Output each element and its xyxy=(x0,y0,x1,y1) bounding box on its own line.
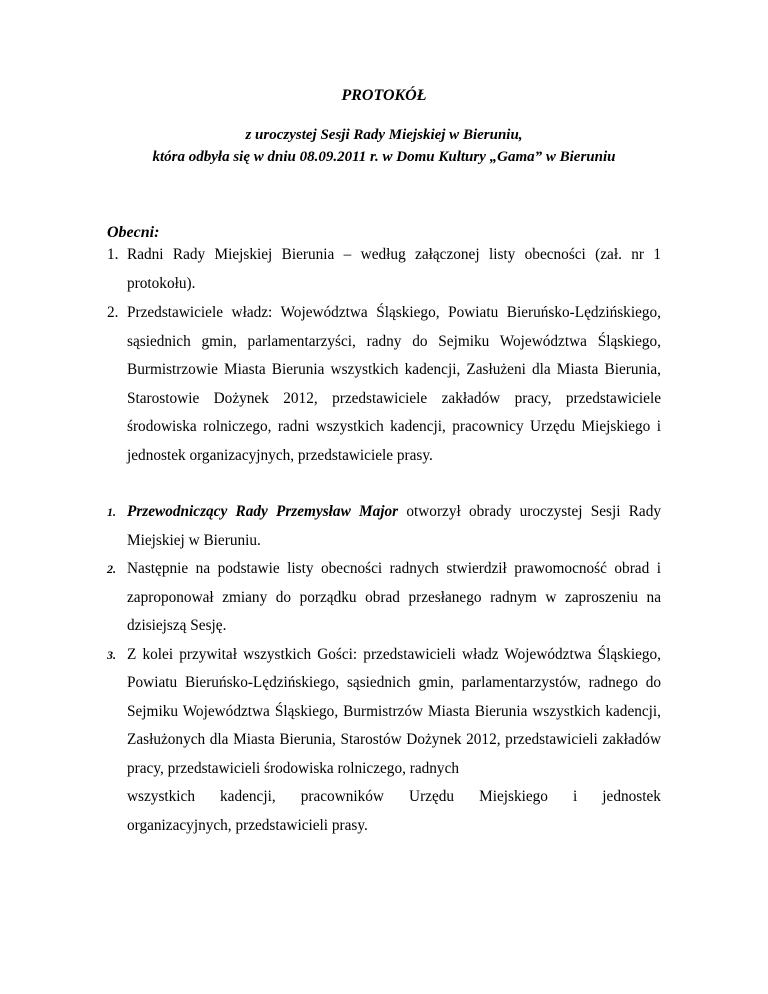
word: kadencji, xyxy=(220,788,276,805)
item-text-continued: przedstawiciele środowiska rolniczego, radni wszystkich kadencji, pracownicy Urzędu Miejskiego i jednostek organizacyjnych, przedstawiciele prasy. xyxy=(127,389,662,464)
word: i xyxy=(573,788,578,805)
item-text: Z kolei przywitał wszystkich Gości: przedstawicieli władz Województwa Śląskiego, Powiatu Bieruńsko-Lędzińskiego, sąsiednich gmin, parlamentarzystów, radnego do Sejmiku Województwa Śląskiego, Burmistrzów Miasta Bierunia wszystkich kadencji, Zasłużonych dla Miasta Bierunia, Starostów Dożynek 2012, przedstawicieli zakładów pracy, przedstawicieli środowiska rolniczego, radnych xyxy=(127,645,661,777)
item-text: otworzył obrady uroczystej Sesji Rady Miejskiej w Bieruniu. xyxy=(127,503,662,549)
document-subtitle xyxy=(0,124,768,168)
item-lead: Przewodniczący Rady Przemysław Major xyxy=(127,503,399,520)
proceedings-item-3 xyxy=(107,641,661,841)
attendance-heading: Obecni: xyxy=(107,224,160,241)
item-text: Przedstawiciele władz: Województwa Śląskiego, Powiatu Bieruńsko-Lędzińskiego, sąsiednich gmin, parlamentarzyści, radny do Sejmiku Województwa Śląskiego, Burmistrzowie Miasta Bierunia wszystkich kadencji, Zasłużeni dla Miasta Bierunia, Starostowie Dożynek 2012, przedstawiciele zakładów pracy, xyxy=(127,304,661,407)
word: jednostek xyxy=(602,788,661,805)
item-text: Radni Rady Miejskiej Bierunia – według załączonej listy obecności (zał. nr 1 protokołu). xyxy=(127,246,661,292)
item-text: Następnie na podstawie listy obecności radnych stwierdził prawomocność obrad i zaproponował zmiany do porządku obrad przesłanego radnym w zaproszeniu na dzisiejszą Sesję. xyxy=(127,560,661,634)
item-number: 1. xyxy=(107,505,116,519)
proceedings-list xyxy=(107,498,661,840)
item-number: 2. xyxy=(107,304,119,321)
item-text-end: organizacyjnych, przedstawicieli prasy. xyxy=(127,816,368,834)
attendance-item-2 xyxy=(107,299,661,470)
attendance-list xyxy=(107,241,661,298)
item-number: 3. xyxy=(107,647,116,662)
proceedings-item-2 xyxy=(107,555,661,641)
subtitle-line-2: która odbyła się w dniu 08.09.2011 r. w Domu Kultury „Gama” w Bieruniu xyxy=(152,149,616,165)
proceedings-item-1 xyxy=(107,498,661,555)
item-number: 1. xyxy=(107,246,119,263)
word: wszystkich xyxy=(127,788,195,805)
word: Miejskiego xyxy=(479,788,548,805)
attendance-item-1 xyxy=(107,241,661,298)
item-text-justified-line xyxy=(127,783,661,812)
word: Urzędu xyxy=(409,788,455,805)
item-number: 2. xyxy=(107,562,116,576)
document-title: PROTOKÓŁ xyxy=(341,87,427,104)
attendance-list-continued xyxy=(107,299,661,470)
subtitle-line-1: z uroczystej Sesji Rady Miejskiej w Bieruniu, xyxy=(245,127,523,143)
word: pracowników xyxy=(300,788,384,805)
